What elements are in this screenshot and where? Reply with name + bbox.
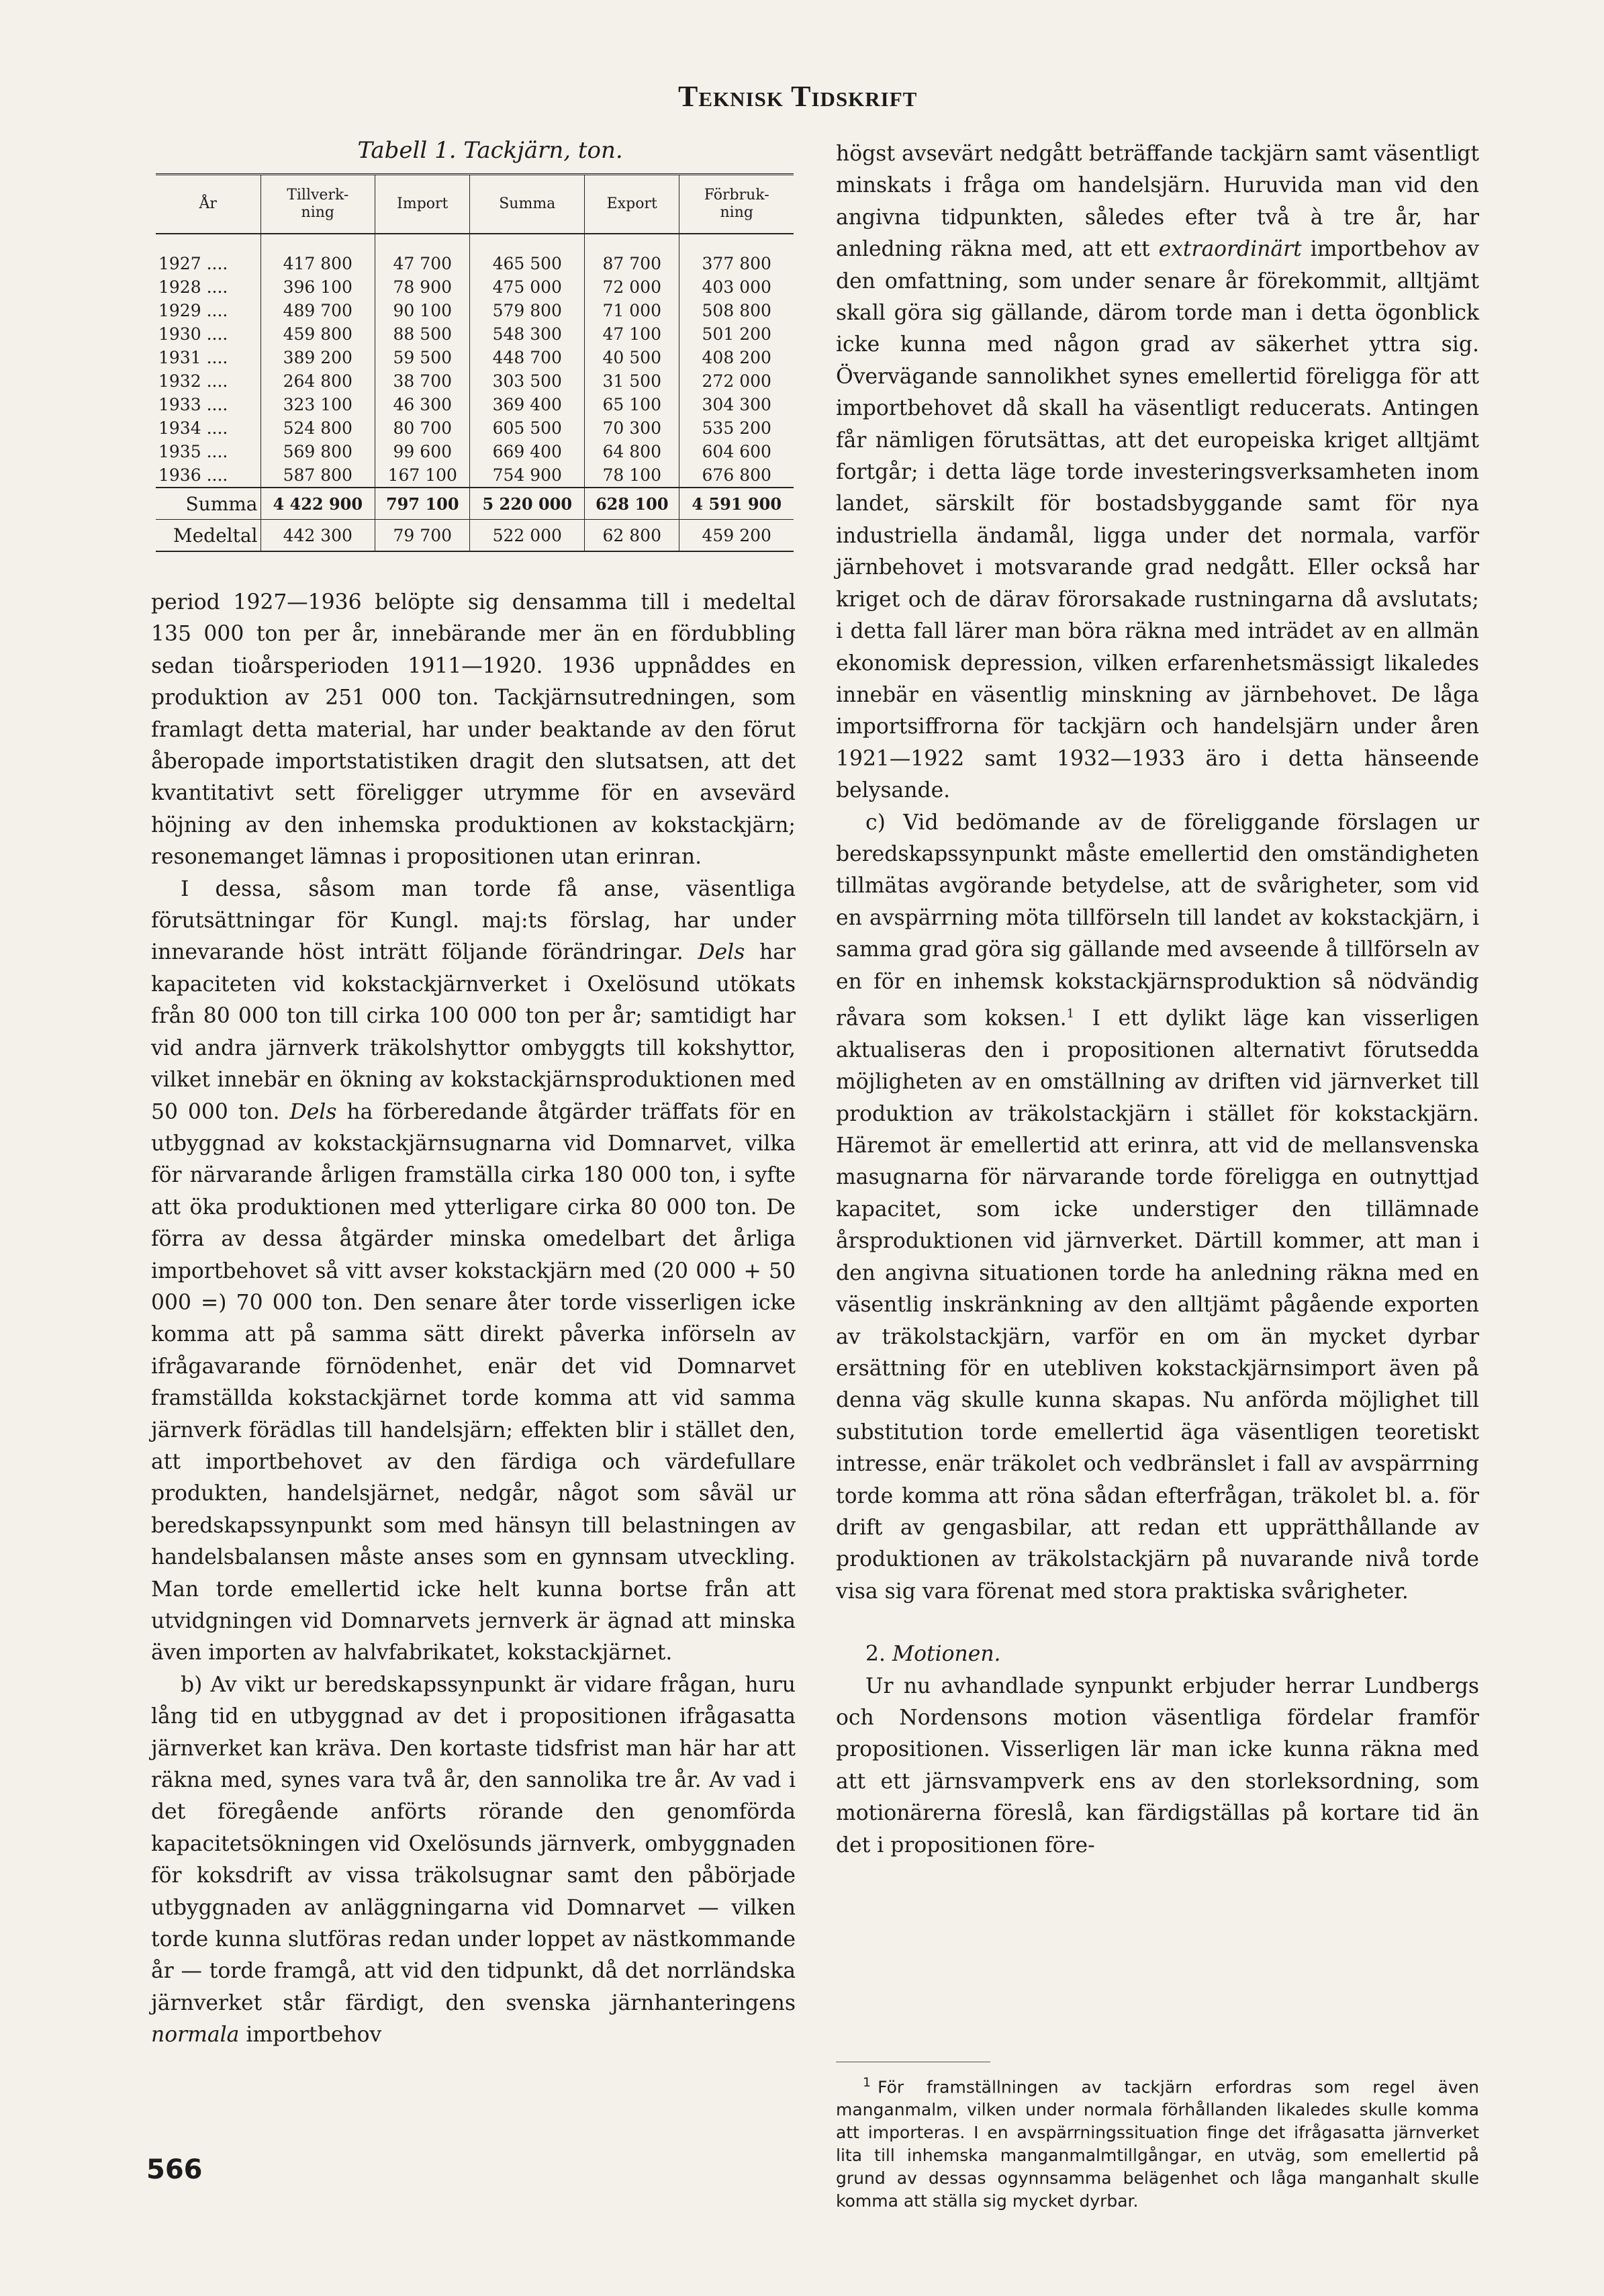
pig-iron-table xyxy=(156,173,794,552)
table-row xyxy=(156,299,794,322)
table-cell: 604 600 xyxy=(679,440,794,463)
table-cell: 1930 .... xyxy=(158,324,228,344)
text-run: c) Vid bedömande av de föreliggande förslagen ur beredskapssynpunkt måste emellertid den omständigheten tillmätas avgörande betydelse, att de svårigheter, som vid en avspärrning möta tillförseln till landet av kokstackjärn, i samma grad göra sig gällande med avseende å tillförseln av en för en inhemsk kokstackjärnsproduktion så nödvändig råvara som koksen. xyxy=(836,810,1479,1031)
table-cell: 47 100 xyxy=(585,322,679,346)
text-run: b) Av vikt ur beredskapssynpunkt är vidare frågan, huru lång tid en utbyggnad av det i propositionen ifrågasatta järnverket kan kräva. Den kortaste tidsfrist man här har att räkna med, synes vara två år, den sannolika tre år. Av vad i det föregående anförts rörande den genomförda kapacitetsökningen vid Oxelösunds järnverk, ombyggnaden för koksdrift av vissa träkolsugnar samt den påbörjade utbyggnaden av anläggningarna vid Domnarvet — vilken torde kunna slutföras redan under loppet av nästkommande år — torde framgå, att vid den tidpunkt, då det norrländska järnverket står färdigt, den svenska järnhanteringens xyxy=(151,1672,796,2015)
table-cell: 754 900 xyxy=(470,463,585,488)
table-cell: 396 100 xyxy=(261,275,375,299)
right-column xyxy=(836,138,1479,1862)
table-cell: 605 500 xyxy=(470,416,585,440)
table-cell: 569 800 xyxy=(261,440,375,463)
table-cell: 377 800 xyxy=(679,234,794,275)
table-column-header: Tillverk- ning xyxy=(261,175,375,234)
table-cell: 1934 .... xyxy=(158,418,228,438)
paragraph: period 1927—1936 belöpte sig densamma till i medeltal 135 000 ton per år, innebärande mer än en fördubbling sedan tioårsperioden 1911—1920. 1936 uppnåddes en produktion av 251 000 ton. Tackjärnsutredningen, som framlagt detta material, har under beaktande av den förut åberopade importstatistiken dragit den slutsatsen, att det kvantitativt sett föreligger utrymme för en avsevärd höjning av den inhemska produktionen av kokstackjärn; resonemanget lämnas i propositionen utan erinran. xyxy=(151,590,796,870)
table-cell: 64 800 xyxy=(585,440,679,463)
table-cell: 459 200 xyxy=(679,520,794,552)
table-cell: 4 422 900 xyxy=(261,488,375,520)
table-cell: 323 100 xyxy=(261,393,375,416)
table-cell: 669 400 xyxy=(470,440,585,463)
emphasis: normala xyxy=(151,2023,240,2048)
text-run: har kapaciteten vid kokstackjärnverket i Oxelösund utökats från 80 000 ton till cirka 100 000 ton per år; samtidigt har vid andra järnverk träkolshyttor ombyggts till kokshyttor, vilket innebär en ökning av kokstackjärnsproduktionen med 50 000 ton. xyxy=(151,940,796,1124)
table-row xyxy=(156,322,794,346)
table-cell: 1931 .... xyxy=(158,348,228,367)
table-mean-row xyxy=(156,520,794,552)
table-cell: 272 000 xyxy=(679,369,794,393)
table-cell: 78 900 xyxy=(375,275,470,299)
section-heading xyxy=(836,1639,1479,1670)
table-row xyxy=(156,346,794,369)
table-cell: 62 800 xyxy=(585,520,679,552)
table-cell: 369 400 xyxy=(470,393,585,416)
table-cell: 88 500 xyxy=(375,322,470,346)
table-cell: 1932 .... xyxy=(158,371,228,391)
paragraph xyxy=(836,138,1479,807)
table-header-row xyxy=(156,175,794,234)
table-cell: 587 800 xyxy=(261,463,375,488)
table-row xyxy=(156,463,794,488)
page-number: 566 xyxy=(146,2154,203,2185)
table-cell: 579 800 xyxy=(470,299,585,322)
table-cell: 524 800 xyxy=(261,416,375,440)
table-cell: 1927 .... xyxy=(158,254,228,273)
footnote-ref: 1 xyxy=(1066,1006,1075,1021)
table-cell: 72 000 xyxy=(585,275,679,299)
emphasis: Dels xyxy=(289,1099,337,1124)
emphasis: extraordinärt xyxy=(1158,237,1302,262)
table-row xyxy=(156,275,794,299)
table-cell: 47 700 xyxy=(375,234,470,275)
table-cell: 535 200 xyxy=(679,416,794,440)
text-run: I ett dylikt läge kan visserligen aktualiseras den i propositionen alternativt förutsedda möjligheten av en omställning av driften vid järnverket till produktion av träkolstackjärn i stället för kokstackjärn. Häremot är emellertid att erinra, att vid de mellansvenska masugnarna för närvarande torde föreligga en outnyttjad kapacitet, som icke understiger den tillämnade årsproduktionen vid järnverket. Därtill kommer, att man i den angivna situationen torde ha anledning räkna med en väsentlig inskränkning av den alltjämt pågående exporten av träkolstackjärn, varför en om än mycket dyrbar ersättning för en utebliven kokstackjärnsimport även på denna väg skulle kunna skapas. Nu anförda möjlighet till substitution torde emellertid äga väsentligen teoretiskt intresse, enär träkolet och vedbränslet i fall av avspärrning torde komma att röna sådan efterfrågan, träkolet bl. a. för drift av gengasbilar, att redan ett upprätthållande av produktionen av träkolstackjärn på nuvarande nivå torde visa sig vara förenat med stora praktiska svårigheter. xyxy=(836,1006,1479,1604)
text-run: högst avsevärt nedgått beträffande tackjärn samt väsentligt minskats i fråga om handelsjärn. Huruvida man vid den angivna tidpunkten, således efter två à tre år, har anledning räkna med, att ett xyxy=(836,142,1479,262)
table-cell: 59 500 xyxy=(375,346,470,369)
table-cell: 508 800 xyxy=(679,299,794,322)
section-number: 2. xyxy=(865,1642,886,1667)
footnote-number: 1 xyxy=(863,2075,871,2090)
paragraph xyxy=(151,874,796,1669)
footnote xyxy=(836,2071,1479,2213)
table-cell: Summa xyxy=(156,488,261,520)
table-cell: 5 220 000 xyxy=(470,488,585,520)
text-run: importbehov xyxy=(239,2023,382,2048)
table-column-header: Import xyxy=(375,175,470,234)
table-cell: 46 300 xyxy=(375,393,470,416)
table-cell: 4 591 900 xyxy=(679,488,794,520)
table-cell: 1935 .... xyxy=(158,442,228,461)
paragraph xyxy=(151,1669,796,2052)
table-cell: 628 100 xyxy=(585,488,679,520)
table-cell: 403 000 xyxy=(679,275,794,299)
table-row xyxy=(156,416,794,440)
table-cell: 90 100 xyxy=(375,299,470,322)
section-title: Motionen. xyxy=(892,1642,1001,1667)
table-cell: 65 100 xyxy=(585,393,679,416)
table-cell: 475 000 xyxy=(470,275,585,299)
table-cell: 87 700 xyxy=(585,234,679,275)
table-cell: 797 100 xyxy=(375,488,470,520)
text-run: ha förberedande åtgärder träffats för en utbyggnad av kokstackjärnsugnarna vid Domnarvet, vilka för närvarande årligen framställa cirka 180 000 ton, i syfte att öka produktionen med ytterligare cirka 80 000 ton. De förra av dessa åtgärder minska omedelbart det årliga importbehovet så vitt avser kokstackjärn med (20 000 + 50 000 =) 70 000 ton. Den senare åter torde visserligen icke komma att på samma sätt direkt påverka införseln av ifrågavarande förnödenhet, enär det vid Domnarvet framställda kokstackjärnet torde komma att vid samma järnverk förädlas till handelsjärn; effekten blir i stället den, att importbehovet av den färdiga och värdefullare produkten, handelsjärnet, nedgår, något som såväl ur beredskapssynpunkt som med hänsyn till belastningen av handelsbalansen måste anses som en gynnsam utveckling. Man torde emellertid icke helt kunna bortse från att utvidgningen vid Domnarvets jernverk är ägnad att minska även importen av halvfabrikatet, kokstackjärnet. xyxy=(151,1099,796,1665)
paragraph xyxy=(836,807,1479,1608)
table-row xyxy=(156,440,794,463)
table-cell: 79 700 xyxy=(375,520,470,552)
table-cell: 78 100 xyxy=(585,463,679,488)
table-title: Tabell 1. Tackjärn, ton. xyxy=(357,137,623,164)
table-cell: 408 200 xyxy=(679,346,794,369)
table-column-header: År xyxy=(156,175,261,234)
table-row xyxy=(156,234,794,275)
table-cell: 40 500 xyxy=(585,346,679,369)
table-cell: 1928 .... xyxy=(158,277,228,297)
emphasis: Dels xyxy=(698,940,745,965)
paragraph: Ur nu avhandlade synpunkt erbjuder herrar Lundbergs och Nordensons motion väsentliga fördelar framför propositionen. Visserligen lär man icke kunna räkna med att ett järnsvampverk ens av den storleksordning, som motionärerna föreslå, kan färdigställas på kortare tid än det i propositionen före- xyxy=(836,1673,1479,1857)
table-cell: 389 200 xyxy=(261,346,375,369)
table-cell: 448 700 xyxy=(470,346,585,369)
table-cell: 489 700 xyxy=(261,299,375,322)
table-cell: 264 800 xyxy=(261,369,375,393)
table-cell: 304 300 xyxy=(679,393,794,416)
table-cell: 1936 .... xyxy=(158,465,228,485)
table-column-header: Export xyxy=(585,175,679,234)
table-cell: 80 700 xyxy=(375,416,470,440)
table-cell: 501 200 xyxy=(679,322,794,346)
table-column-header: Förbruk- ning xyxy=(679,175,794,234)
table-cell: 303 500 xyxy=(470,369,585,393)
table-cell: 676 800 xyxy=(679,463,794,488)
table-cell: 459 800 xyxy=(261,322,375,346)
table-cell: 31 500 xyxy=(585,369,679,393)
table-cell: 465 500 xyxy=(470,234,585,275)
table-row xyxy=(156,393,794,416)
footnote-text: För framställningen av tackjärn erfordras som regel även manganmalm, vilken under normala förhållanden likaledes skulle komma att importeras. I en avspärrningssituation finge det ifrågasatta järnverket lita till inhemska manganmalmtillgångar, en utväg, som emellertid på grund av dessas ogynnsamma belägenhet och låga manganhalt skulle komma att ställa sig mycket dyrbar. xyxy=(836,2077,1479,2211)
table-cell: 70 300 xyxy=(585,416,679,440)
table-cell: 99 600 xyxy=(375,440,470,463)
table-cell: 167 100 xyxy=(375,463,470,488)
table-cell: 1929 .... xyxy=(158,301,228,320)
table-cell: 71 000 xyxy=(585,299,679,322)
table-sum-row xyxy=(156,488,794,520)
table-cell: 38 700 xyxy=(375,369,470,393)
table-cell: 548 300 xyxy=(470,322,585,346)
table-cell: 522 000 xyxy=(470,520,585,552)
table-row xyxy=(156,369,794,393)
text-run: I dessa, såsom man torde få anse, väsentliga förutsättningar för Kungl. maj:ts förslag, har under innevarande höst inträtt följande förändringar. xyxy=(151,876,796,965)
table-cell: 442 300 xyxy=(261,520,375,552)
text-run: importbehov av den omfattning, som under senare år förekommit, alltjämt skall göra sig gällande, därom torde man i detta ögonblick icke kunna med någon grad av säkerhet yttra sig. Övervägande sannolikhet synes emellertid föreligga för att importbehovet då skall ha väsentligt reducerats. Antingen får nämligen förutsättas, att det europeiska kriget alltjämt fortgår; i detta läge torde investeringsverksamheten inom landet, särskilt för bostadsbyggande samt för nya industriella ändamål, ligga under det normala, varför järnbehovet i motsvarande grad nedgått. Eller också har kriget och de därav förorsakade rustningarna då avslutats; i detta fall lärer man böra räkna med inträdet av en allmän ekonomisk depression, vilken erfarenhetsmässigt likaledes innebär en väsentlig minskning av järnbehovet. De låga importsiffrorna för tackjärn och handelsjärn under åren 1921—1922 samt 1932—1933 äro i detta hänseende belysande. xyxy=(836,237,1479,803)
table-cell: 1933 .... xyxy=(158,395,228,414)
journal-header: Teknisk Tidskrift xyxy=(678,80,918,113)
table-column-header: Summa xyxy=(470,175,585,234)
table-cell: Medeltal xyxy=(156,520,261,552)
left-column xyxy=(151,587,796,2052)
table-cell: 417 800 xyxy=(261,234,375,275)
